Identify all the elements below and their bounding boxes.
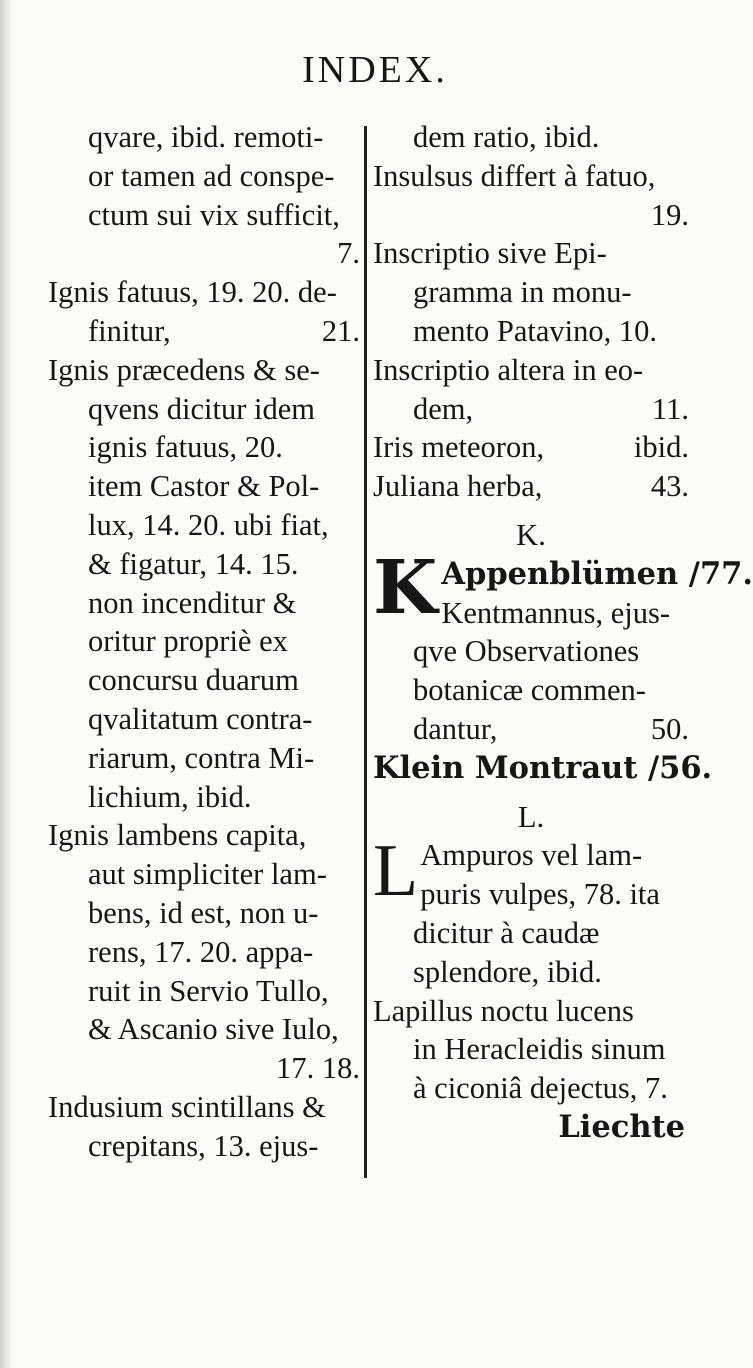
index-line: lichium, ibid. <box>88 779 252 814</box>
section-heading-k: K. <box>516 517 546 552</box>
index-line <box>48 312 360 351</box>
index-line: non incenditur & <box>88 585 297 620</box>
index-line: or tamen ad conspe- <box>88 158 335 193</box>
index-entry-start <box>373 428 689 467</box>
index-line: botanicæ commen- <box>413 673 646 708</box>
index-line: qvalitatum contra- <box>88 701 313 736</box>
index-entry-start <box>441 555 753 594</box>
index-line: dicitur à caudæ <box>413 915 600 950</box>
index-line: lux, 14. 20. ubi fiat, <box>88 507 329 542</box>
index-text: finitur, <box>88 313 171 348</box>
index-line: bens, id est, non u- <box>88 895 319 930</box>
index-line: puris vulpes, 78. ita <box>420 877 660 912</box>
column-divider <box>364 126 367 1178</box>
index-entry-group <box>373 544 753 633</box>
page-title: INDEX. <box>302 49 448 91</box>
index-line: aut simpliciter lam- <box>88 857 327 892</box>
index-text: Appenblümen / <box>441 555 700 592</box>
index-text: Klein Montraut / <box>373 749 660 786</box>
index-line <box>373 710 689 749</box>
index-entry-start <box>373 749 713 788</box>
index-line: mento Patavino, 10. <box>413 313 657 348</box>
left-column <box>48 118 360 1166</box>
index-line: gramma in monu- <box>413 275 632 310</box>
index-line: & figatur, 14. 15. <box>88 546 299 581</box>
page-ref: 50. <box>650 711 689 746</box>
index-line: splendore, ibid. <box>413 954 602 989</box>
page-ref: 21. <box>321 313 360 348</box>
index-line: 19. <box>650 197 689 232</box>
page-ref: ibid. <box>633 430 689 465</box>
index-line: ctum sui vix sufficit, <box>88 197 340 232</box>
index-line: ignis fatuus, 20. <box>88 430 283 465</box>
index-entry-start: Ampuros vel lam- <box>420 838 643 873</box>
index-line: qvens dicitur idem <box>88 391 316 426</box>
index-line: dem ratio, ibid. <box>413 120 600 154</box>
index-line: 17. 18. <box>276 1051 360 1086</box>
catchword: Liechte <box>558 1108 685 1145</box>
page-ref: 77. <box>699 555 753 592</box>
index-line: & Ascanio sive Iulo, <box>88 1012 339 1047</box>
index-entry-start: Indusium scintillans & <box>48 1089 326 1124</box>
index-line <box>373 390 689 429</box>
index-line: concursu duarum <box>88 663 299 698</box>
index-entry-group <box>373 830 689 914</box>
index-line: 7. <box>337 236 360 271</box>
index-line: qvare, ibid. remoti- <box>88 120 324 154</box>
page-ref: 43. <box>650 469 689 504</box>
index-text: Juliana herba, <box>373 469 543 504</box>
index-entry-start: Inscriptio sive Epi- <box>373 236 607 271</box>
index-line: crepitans, 13. ejus- <box>88 1128 319 1163</box>
index-entry-start <box>373 467 689 506</box>
index-entry-start: Insulsus differt à fatuo, <box>373 158 656 193</box>
index-entry-start: Ignis præcedens & se- <box>48 352 320 387</box>
drop-capital-k: K <box>373 544 438 631</box>
drop-capital-l: L <box>373 830 419 913</box>
index-line: riarum, contra Mi- <box>88 740 315 775</box>
index-line: qve Observationes <box>413 634 640 669</box>
page-ref: 56. <box>659 749 713 786</box>
index-line: oritur propriè ex <box>88 624 288 659</box>
right-column <box>373 118 753 1147</box>
index-entry-start: Inscriptio altera in eo- <box>373 352 644 387</box>
index-text: dantur, <box>413 711 498 746</box>
index-line: in Heracleidis sinum <box>413 1032 666 1067</box>
index-entry-start: Ignis lambens capita, <box>48 818 307 853</box>
index-text: Iris meteoron, <box>373 430 545 465</box>
page-edge-shadow <box>0 0 12 1368</box>
index-line: item Castor & Pol- <box>88 469 320 504</box>
index-entry-start: Lapillus noctu lucens <box>373 993 634 1028</box>
section-heading-l: L. <box>517 799 545 834</box>
page-ref: 11. <box>652 391 689 426</box>
index-text: dem, <box>413 391 474 426</box>
index-entry-start: Kentmannus, ejus- <box>441 595 671 630</box>
index-entry-start: Ignis fatuus, 19. 20. de- <box>48 275 337 310</box>
index-line: rens, 17. 20. appa- <box>88 934 314 969</box>
index-line: à ciconiâ dejectus, 7. <box>413 1071 668 1106</box>
index-line: ruit in Servio Tullo, <box>88 973 329 1008</box>
